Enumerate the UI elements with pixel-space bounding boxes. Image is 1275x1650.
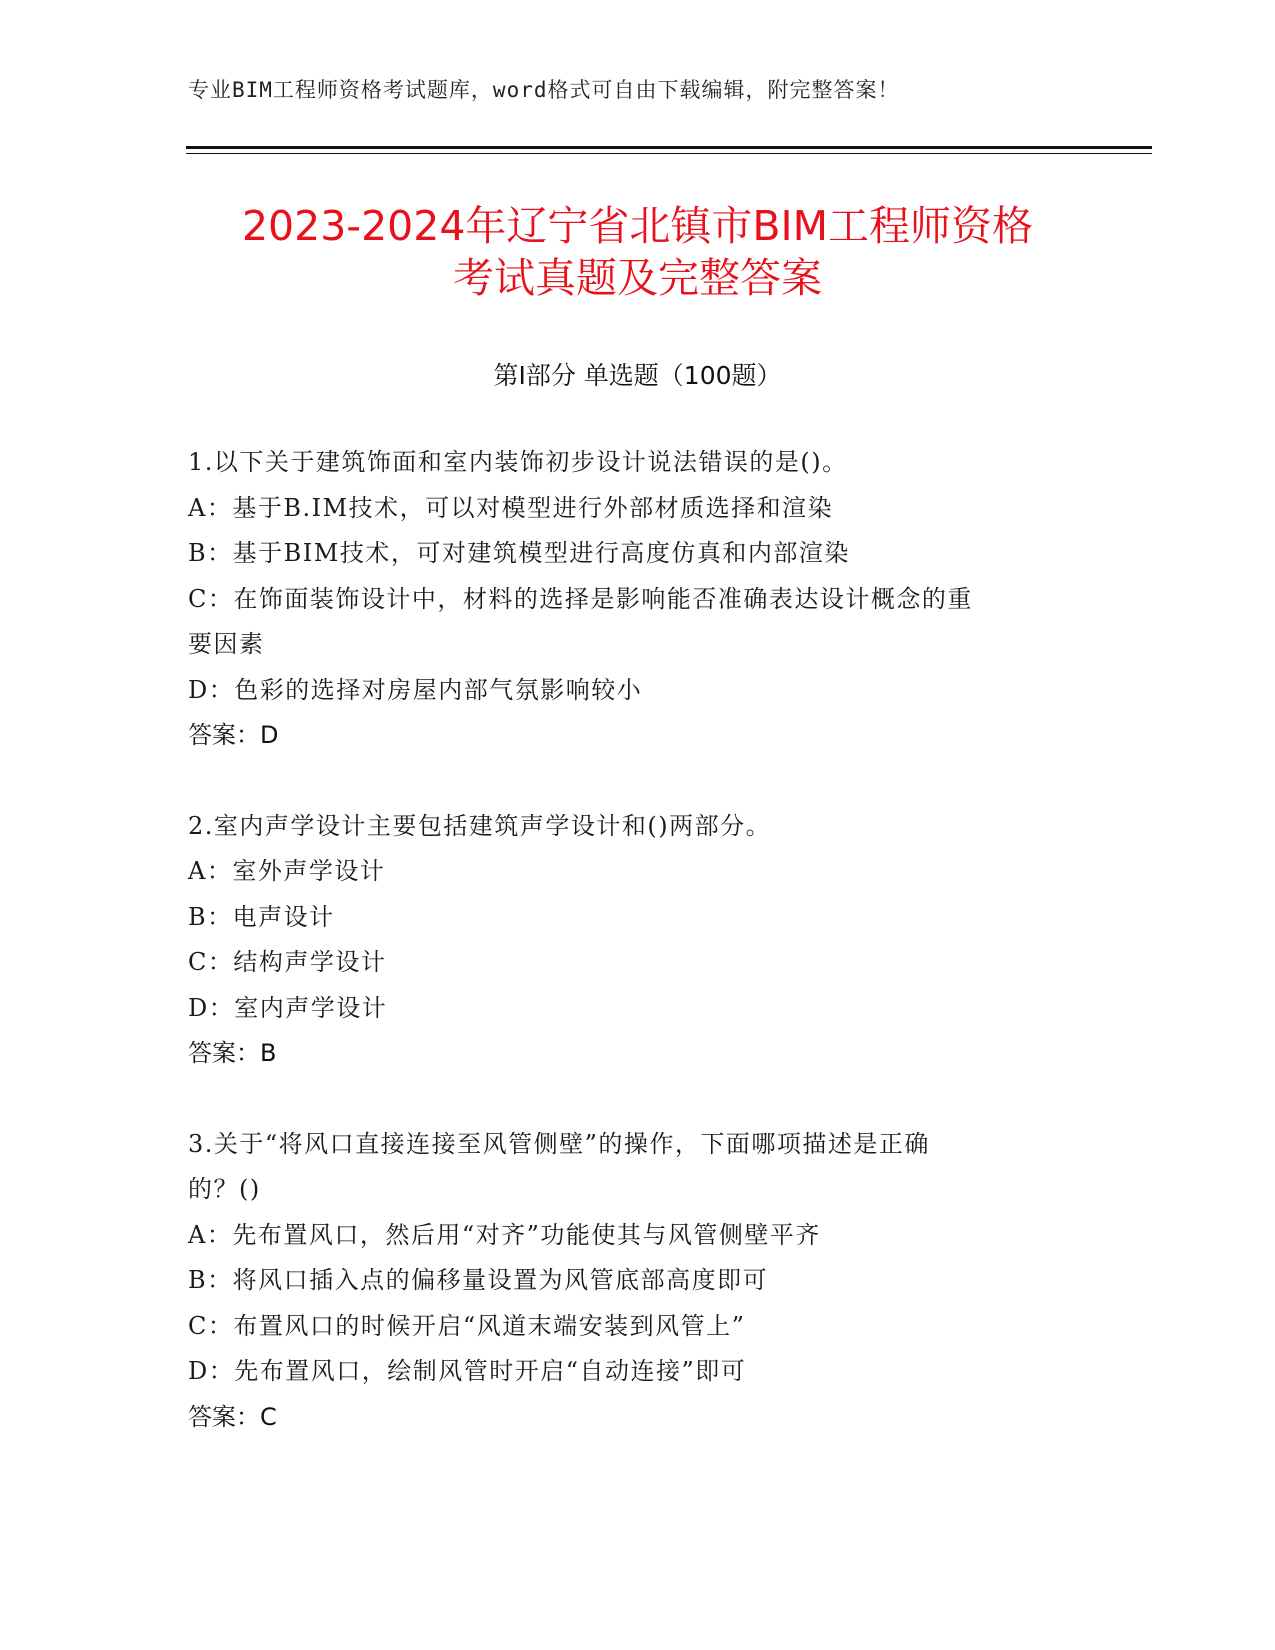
option-b: B：将风口插入点的偏移量设置为风管底部高度即可 <box>188 1266 769 1294</box>
question-stem: 2.室内声学设计主要包括建筑声学设计和()两部分。 <box>188 811 772 840</box>
header-rule-thick <box>186 146 1152 149</box>
header-note: 专业BIM工程师资格考试题库，word格式可自由下载编辑，附完整答案！ <box>188 78 900 102</box>
question-stem: 1.以下关于建筑饰面和室内装饰初步设计说法错误的是()。 <box>188 448 848 476</box>
option-c: C：布置风口的时候开启“风道末端安装到风管上” <box>188 1311 746 1340</box>
question-stem-continued: 的？() <box>188 1175 261 1203</box>
option-c-continued: 要因素 <box>188 630 265 658</box>
option-a: A：基于B.IM技术，可以对模型进行外部材质选择和渲染 <box>188 493 834 522</box>
option-d: D：色彩的选择对房屋内部气氛影响较小 <box>188 675 643 704</box>
option-c: C：结构声学设计 <box>188 948 387 976</box>
option-b: B：基于BIM技术，可对建筑模型进行高度仿真和内部渲染 <box>188 539 850 567</box>
answer: 答案：C <box>188 1402 277 1431</box>
option-d: D：室内声学设计 <box>188 993 388 1022</box>
document-title-line-1: 2023-2024年辽宁省北镇市BIM工程师资格 <box>241 202 1034 250</box>
section-title: 第Ⅰ部分 单选题（100题） <box>493 361 782 390</box>
document-title <box>0 200 1275 304</box>
question-1 <box>188 440 1088 759</box>
option-a: A：室外声学设计 <box>188 857 386 885</box>
option-a: A：先布置风口，然后用“对齐”功能使其与风管侧壁平齐 <box>188 1220 821 1249</box>
answer: 答案：B <box>188 1039 277 1067</box>
option-b: B：电声设计 <box>188 902 335 931</box>
option-d: D：先布置风口，绘制风管时开启“自动连接”即可 <box>188 1357 747 1385</box>
question-3 <box>188 1122 1088 1441</box>
document-title-line-2: 考试真题及完整答案 <box>453 254 822 302</box>
answer: 答案：D <box>188 721 279 749</box>
question-stem: 3.关于“将风口直接连接至风管侧壁”的操作，下面哪项描述是正确 <box>188 1129 930 1158</box>
question-list <box>188 440 1088 1485</box>
question-2 <box>188 804 1088 1077</box>
header-rule-thin <box>186 153 1152 154</box>
option-c: C：在饰面装饰设计中，材料的选择是影响能否准确表达设计概念的重 <box>188 584 973 613</box>
